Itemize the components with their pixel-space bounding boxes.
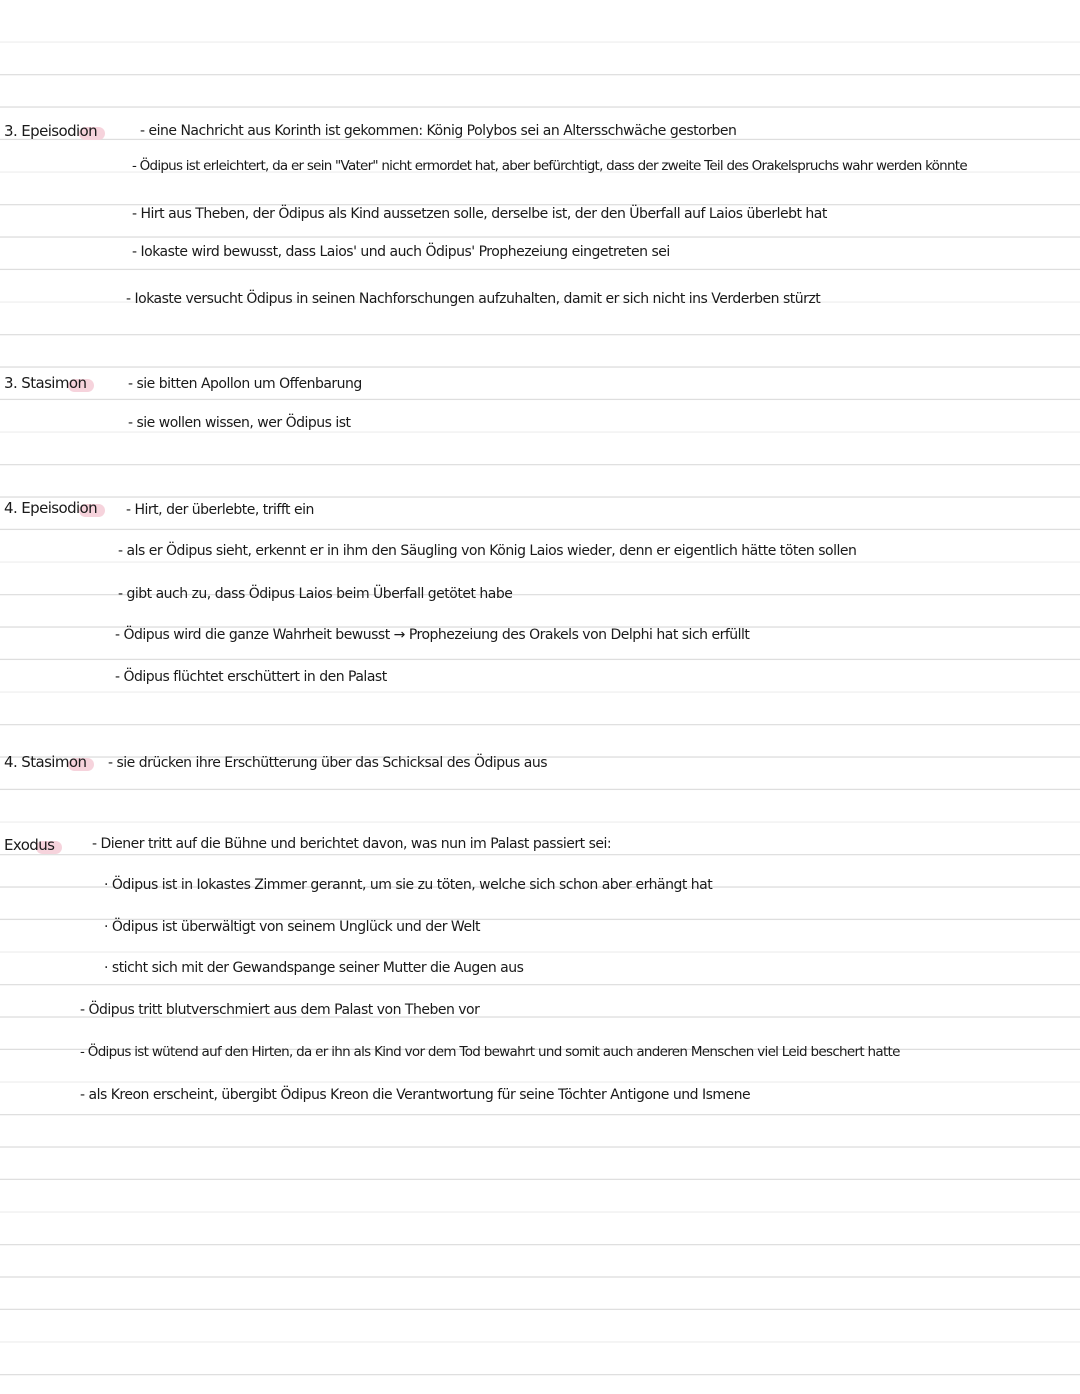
note-line: - als Kreon erscheint, übergibt Ödipus Kreon die Verantwortung für seine Töchter Antigone und Ismene [80,1087,751,1103]
note-line: - sie drücken ihre Erschütterung über das Schicksal des Ödipus aus [108,755,547,771]
note-line: - Hirt, der überlebte, trifft ein [126,502,314,518]
section-heading: 4. Epeisodion [2,498,101,518]
note-line: - Hirt aus Theben, der Ödipus als Kind aussetzen solle, derselbe ist, der den Überfall auf Laios überlebt hat [132,206,827,222]
note-line: - Ödipus wird die ganze Wahrheit bewusst → Prophezeiung des Orakels von Delphi hat sich erfüllt [115,627,750,643]
section-heading: 3. Epeisodion [2,121,101,141]
note-line: - Ödipus ist erleichtert, da er sein "Vater" nicht ermordet hat, aber befürchtigt, dass der zweite Teil des Orakelspruchs wahr werden könnte [132,158,967,174]
note-line: - Iokaste versucht Ödipus in seinen Nachforschungen aufzuhalten, damit er sich nicht ins Verderben stürzt [126,291,821,307]
note-line: - als er Ödipus sieht, erkennt er in ihm den Säugling von König Laios wieder, denn er eigentlich hätte töten sollen [118,543,857,559]
note-line: - Ödipus tritt blutverschmiert aus dem Palast von Theben vor [80,1002,480,1018]
note-line: - Ödipus flüchtet erschüttert in den Palast [115,669,387,685]
note-line: - gibt auch zu, dass Ödipus Laios beim Überfall getötet habe [118,586,513,602]
section-heading: Exodus [2,835,58,855]
note-line: · sticht sich mit der Gewandspange seiner Mutter die Augen aus [104,960,524,976]
note-line: - Diener tritt auf die Bühne und berichtet davon, was nun im Palast passiert sei: [92,836,612,852]
note-line: - Ödipus ist wütend auf den Hirten, da er ihn als Kind vor dem Tod bewahrt und somit auch anderen Menschen viel Leid beschert hatte [80,1044,900,1060]
note-line: - sie bitten Apollon um Offenbarung [128,376,362,392]
section-heading: 4. Stasimon [2,752,90,772]
section-heading: 3. Stasimon [2,373,90,393]
note-line: - eine Nachricht aus Korinth ist gekommen: König Polybos sei an Altersschwäche gestorben [140,123,737,139]
note-line: - sie wollen wissen, wer Ödipus ist [128,415,351,431]
note-line: - Iokaste wird bewusst, dass Laios' und auch Ödipus' Prophezeiung eingetreten sei [132,244,670,260]
note-line: · Ödipus ist in Iokastes Zimmer gerannt, um sie zu töten, welche sich schon aber erhängt hat [104,877,713,893]
note-line: · Ödipus ist überwältigt von seinem Unglück und der Welt [104,919,480,935]
